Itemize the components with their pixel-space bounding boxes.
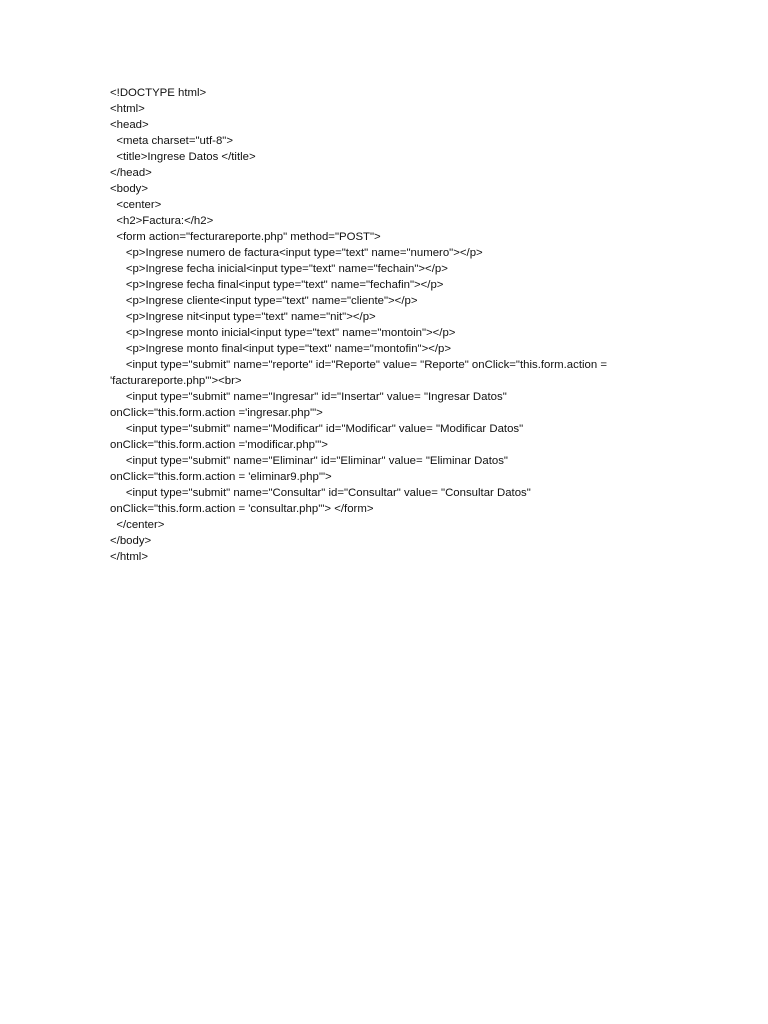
code-line: <center> bbox=[110, 199, 162, 211]
code-line: </html> bbox=[110, 551, 148, 563]
code-line: </center> bbox=[110, 519, 165, 531]
code-line: onClick="this.form.action ='modificar.php'"> bbox=[110, 439, 328, 451]
code-line: <input type="submit" name="Modificar" id="Modificar" value= "Modificar Datos" bbox=[110, 423, 524, 435]
code-line: </body> bbox=[110, 535, 152, 547]
code-line: <p>Ingrese nit<input type="text" name="nit"></p> bbox=[110, 311, 376, 323]
code-line: </head> bbox=[110, 167, 152, 179]
code-line: <h2>Factura:</h2> bbox=[110, 215, 214, 227]
code-line: <title>Ingrese Datos </title> bbox=[110, 151, 256, 163]
code-line: <p>Ingrese monto inicial<input type="text" name="montoin"></p> bbox=[110, 327, 456, 339]
code-line: <input type="submit" name="Eliminar" id="Eliminar" value= "Eliminar Datos" bbox=[110, 455, 508, 467]
code-line: <p>Ingrese cliente<input type="text" name="cliente"></p> bbox=[110, 295, 418, 307]
code-line: <input type="submit" name="reporte" id="Reporte" value= "Reporte" onClick="this.form.action = bbox=[110, 359, 608, 371]
code-listing bbox=[110, 85, 670, 565]
code-line: onClick="this.form.action ='ingresar.php'"> bbox=[110, 407, 323, 419]
code-line: <input type="submit" name="Consultar" id="Consultar" value= "Consultar Datos" bbox=[110, 487, 531, 499]
code-line: <html> bbox=[110, 103, 145, 115]
code-line: <p>Ingrese fecha final<input type="text" name="fechafin"></p> bbox=[110, 279, 444, 291]
code-line: <p>Ingrese numero de factura<input type="text" name="numero"></p> bbox=[110, 247, 483, 259]
code-line: <p>Ingrese monto final<input type="text" name="montofin"></p> bbox=[110, 343, 452, 355]
code-line: <form action="fecturareporte.php" method="POST"> bbox=[110, 231, 381, 243]
code-line: onClick="this.form.action = 'consultar.php'"> </form> bbox=[110, 503, 374, 515]
code-line: <meta charset="utf-8"> bbox=[110, 135, 234, 147]
code-line: <head> bbox=[110, 119, 149, 131]
code-line: onClick="this.form.action = 'eliminar9.php'"> bbox=[110, 471, 332, 483]
code-line: <p>Ingrese fecha inicial<input type="text" name="fechain"></p> bbox=[110, 263, 448, 275]
code-line: <body> bbox=[110, 183, 149, 195]
code-line: <input type="submit" name="Ingresar" id="Insertar" value= "Ingresar Datos" bbox=[110, 391, 507, 403]
code-line: <!DOCTYPE html> bbox=[110, 87, 207, 99]
code-line: 'facturareporte.php'"><br> bbox=[110, 375, 242, 387]
